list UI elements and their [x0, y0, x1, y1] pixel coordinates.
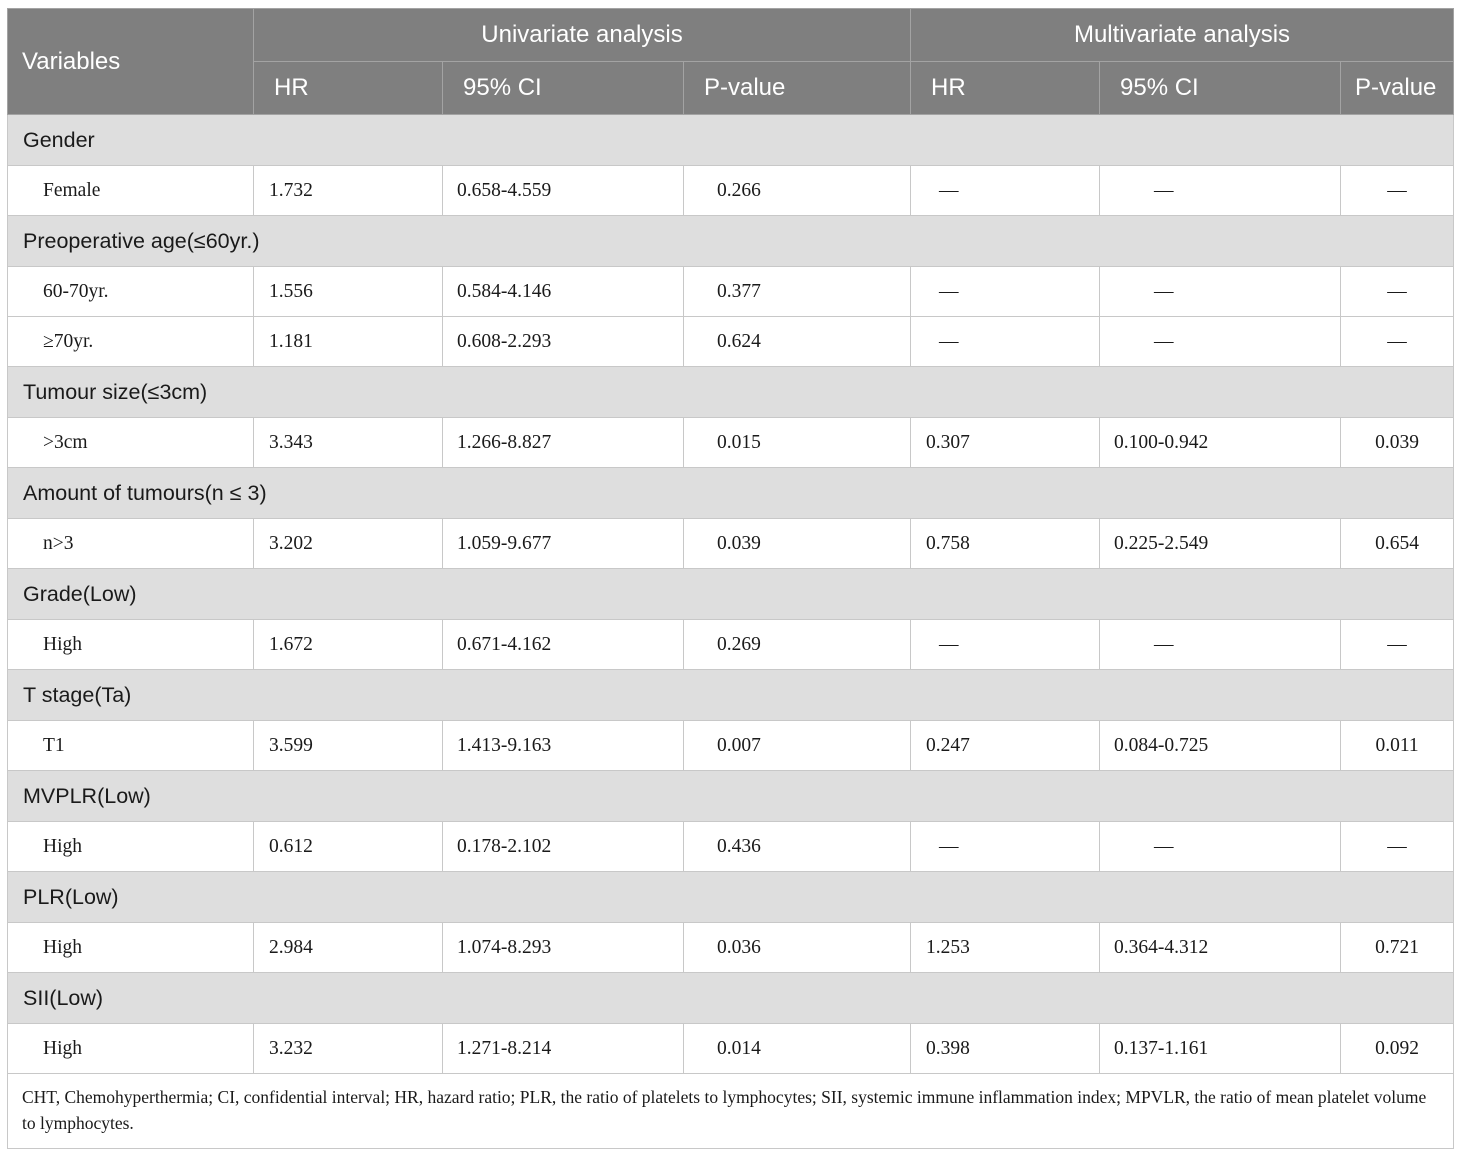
univariate-pvalue-cell: 0.015: [684, 418, 911, 468]
univariate-ci-cell: 1.413-9.163: [443, 721, 684, 771]
category-label: Amount of tumours(n ≤ 3): [8, 468, 1454, 519]
univariate-hr-cell: 0.612: [254, 822, 443, 872]
table-row: [8, 620, 1454, 670]
table-row: [8, 1024, 1454, 1074]
multivariate-pvalue-cell: —: [1341, 317, 1454, 367]
multivariate-pvalue-cell: 0.039: [1341, 418, 1454, 468]
multivariate-pvalue-cell: 0.092: [1341, 1024, 1454, 1074]
univariate-hr-cell: 1.556: [254, 267, 443, 317]
univariate-hr-cell: 1.732: [254, 166, 443, 216]
category-label: Gender: [8, 115, 1454, 166]
category-row: [8, 216, 1454, 267]
univariate-ci-cell: 0.584-4.146: [443, 267, 684, 317]
multivariate-ci-cell: —: [1100, 822, 1341, 872]
row-label: >3cm: [8, 418, 254, 468]
table-body: [8, 115, 1454, 1074]
table-row: [8, 317, 1454, 367]
univariate-pvalue-cell: 0.014: [684, 1024, 911, 1074]
multivariate-ci-cell: 0.137-1.161: [1100, 1024, 1341, 1074]
header-variables: Variables: [8, 9, 254, 115]
table-container: [7, 8, 1453, 1149]
univariate-ci-cell: 0.178-2.102: [443, 822, 684, 872]
univariate-pvalue-cell: 0.007: [684, 721, 911, 771]
category-label: Grade(Low): [8, 569, 1454, 620]
cox-regression-table: [7, 8, 1454, 1149]
row-label: High: [8, 620, 254, 670]
category-label: MVPLR(Low): [8, 771, 1454, 822]
multivariate-ci-cell: —: [1100, 166, 1341, 216]
univariate-pvalue-cell: 0.039: [684, 519, 911, 569]
univariate-pvalue-cell: 0.266: [684, 166, 911, 216]
header-multivariate-pvalue: P-value: [1341, 62, 1454, 115]
multivariate-ci-cell: 0.225-2.549: [1100, 519, 1341, 569]
univariate-hr-cell: 2.984: [254, 923, 443, 973]
multivariate-ci-cell: —: [1100, 267, 1341, 317]
header-univariate-pvalue: P-value: [684, 62, 911, 115]
header-multivariate-hr: HR: [911, 62, 1100, 115]
univariate-ci-cell: 0.658-4.559: [443, 166, 684, 216]
multivariate-hr-cell: 0.247: [911, 721, 1100, 771]
table-row: [8, 721, 1454, 771]
header-univariate-ci: 95% CI: [443, 62, 684, 115]
univariate-ci-cell: 1.266-8.827: [443, 418, 684, 468]
multivariate-hr-cell: 0.758: [911, 519, 1100, 569]
multivariate-ci-cell: —: [1100, 317, 1341, 367]
multivariate-pvalue-cell: 0.011: [1341, 721, 1454, 771]
category-row: [8, 569, 1454, 620]
row-label: n>3: [8, 519, 254, 569]
row-label: T1: [8, 721, 254, 771]
multivariate-hr-cell: 0.307: [911, 418, 1100, 468]
multivariate-hr-cell: —: [911, 267, 1100, 317]
category-row: [8, 973, 1454, 1024]
table-footnote: CHT, Chemohyperthermia; CI, confidential interval; HR, hazard ratio; PLR, the ratio of platelets to lymphocytes; SII, systemic immune inflammation index; MPVLR, the ratio of mean platelet volume to lymphocytes.: [8, 1074, 1454, 1149]
header-univariate: Univariate analysis: [254, 9, 911, 62]
table-row: [8, 166, 1454, 216]
univariate-hr-cell: 3.343: [254, 418, 443, 468]
category-row: [8, 872, 1454, 923]
univariate-hr-cell: 1.181: [254, 317, 443, 367]
table-row: [8, 267, 1454, 317]
category-row: [8, 115, 1454, 166]
multivariate-hr-cell: —: [911, 166, 1100, 216]
multivariate-pvalue-cell: 0.721: [1341, 923, 1454, 973]
multivariate-hr-cell: 0.398: [911, 1024, 1100, 1074]
row-label: ≥70yr.: [8, 317, 254, 367]
multivariate-pvalue-cell: —: [1341, 267, 1454, 317]
univariate-ci-cell: 1.059-9.677: [443, 519, 684, 569]
row-label: High: [8, 822, 254, 872]
multivariate-ci-cell: 0.364-4.312: [1100, 923, 1341, 973]
multivariate-ci-cell: 0.100-0.942: [1100, 418, 1341, 468]
multivariate-pvalue-cell: 0.654: [1341, 519, 1454, 569]
table-row: [8, 923, 1454, 973]
univariate-ci-cell: 0.671-4.162: [443, 620, 684, 670]
multivariate-ci-cell: 0.084-0.725: [1100, 721, 1341, 771]
multivariate-pvalue-cell: —: [1341, 620, 1454, 670]
category-label: Preoperative age(≤60yr.): [8, 216, 1454, 267]
header-multivariate-ci: 95% CI: [1100, 62, 1341, 115]
multivariate-pvalue-cell: —: [1341, 166, 1454, 216]
univariate-hr-cell: 3.232: [254, 1024, 443, 1074]
multivariate-hr-cell: —: [911, 317, 1100, 367]
category-label: Tumour size(≤3cm): [8, 367, 1454, 418]
category-row: [8, 771, 1454, 822]
univariate-ci-cell: 0.608-2.293: [443, 317, 684, 367]
row-label: High: [8, 1024, 254, 1074]
row-label: Female: [8, 166, 254, 216]
univariate-ci-cell: 1.074-8.293: [443, 923, 684, 973]
multivariate-ci-cell: —: [1100, 620, 1341, 670]
category-label: SII(Low): [8, 973, 1454, 1024]
table-row: [8, 822, 1454, 872]
multivariate-hr-cell: —: [911, 822, 1100, 872]
univariate-hr-cell: 3.599: [254, 721, 443, 771]
univariate-pvalue-cell: 0.377: [684, 267, 911, 317]
row-label: 60-70yr.: [8, 267, 254, 317]
univariate-hr-cell: 3.202: [254, 519, 443, 569]
univariate-hr-cell: 1.672: [254, 620, 443, 670]
category-row: [8, 367, 1454, 418]
header-multivariate: Multivariate analysis: [911, 9, 1454, 62]
univariate-ci-cell: 1.271-8.214: [443, 1024, 684, 1074]
category-label: T stage(Ta): [8, 670, 1454, 721]
header-univariate-hr: HR: [254, 62, 443, 115]
multivariate-hr-cell: —: [911, 620, 1100, 670]
table-row: [8, 519, 1454, 569]
table-row: [8, 418, 1454, 468]
multivariate-pvalue-cell: —: [1341, 822, 1454, 872]
table-header: [8, 9, 1454, 115]
category-row: [8, 468, 1454, 519]
multivariate-hr-cell: 1.253: [911, 923, 1100, 973]
row-label: High: [8, 923, 254, 973]
univariate-pvalue-cell: 0.036: [684, 923, 911, 973]
category-label: PLR(Low): [8, 872, 1454, 923]
univariate-pvalue-cell: 0.624: [684, 317, 911, 367]
univariate-pvalue-cell: 0.436: [684, 822, 911, 872]
univariate-pvalue-cell: 0.269: [684, 620, 911, 670]
category-row: [8, 670, 1454, 721]
